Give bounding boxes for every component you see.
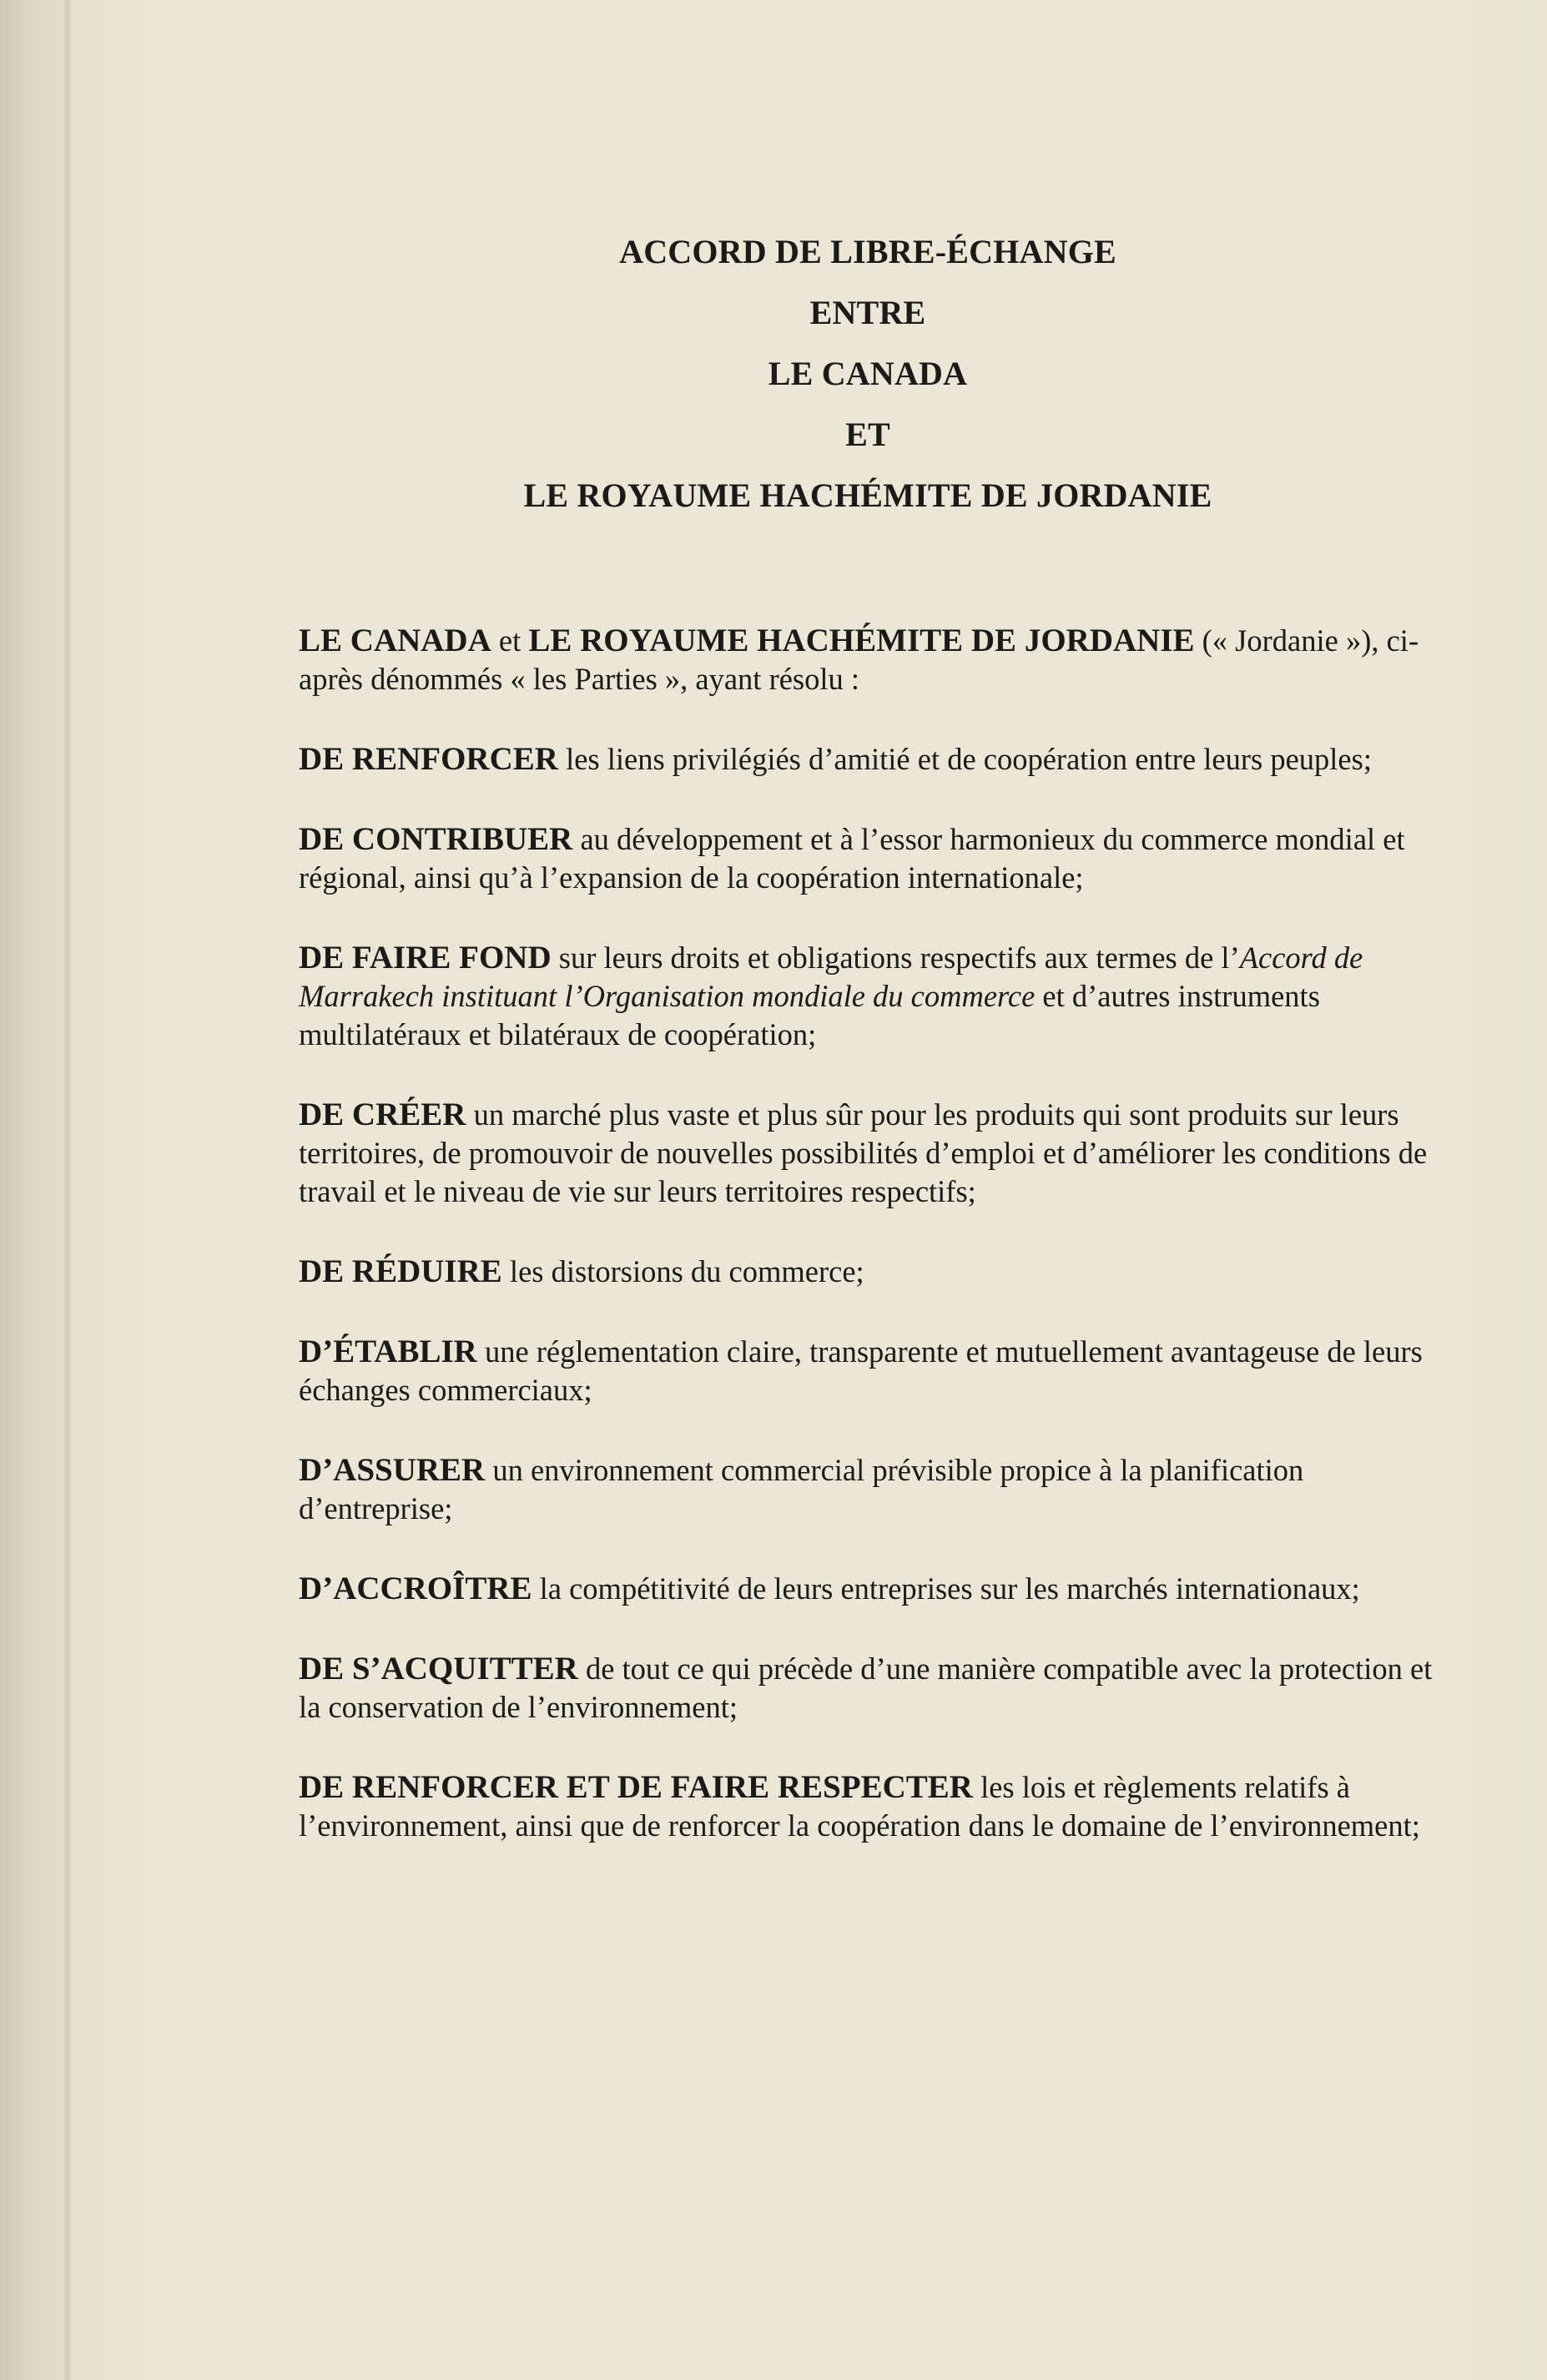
resolution-text: de tout ce qui précède d’une manière compatible avec la protection et la conservation de l’environnement; [299, 1651, 1433, 1724]
preamble-paragraph [299, 622, 1450, 698]
resolution-keyword: DE CONTRIBUER [299, 821, 573, 857]
preamble-party-2: LE ROYAUME HACHÉMITE DE JORDANIE [528, 623, 1195, 658]
resolution-keyword: D’ACCROÎTRE [299, 1571, 532, 1606]
resolution-paragraph [299, 740, 1450, 779]
resolution-keyword: DE RÉDUIRE [299, 1253, 502, 1289]
resolution-keyword: DE CRÉER [299, 1097, 466, 1132]
resolution-keyword: DE FAIRE FOND [299, 940, 552, 976]
resolution-text: sur leurs droits et obligations respectifs aux termes de l’ [551, 940, 1240, 975]
resolution-paragraph [299, 820, 1450, 897]
resolution-text: un environnement commercial prévisible propice à la planification d’entreprise; [299, 1453, 1304, 1525]
resolution-text-continued: et d’autres instruments multilatéraux et bilatéraux de coopération; [299, 979, 1320, 1051]
title-line: LE CANADA [768, 355, 968, 392]
preamble-party-1: LE CANADA [299, 623, 491, 658]
resolution-text: les liens privilégiés d’amitié et de coopération entre leurs peuples; [557, 742, 1372, 776]
agreement-title-italic: Accord de Marrakech instituant l’Organisation mondiale du commerce [299, 940, 1363, 1013]
resolution-text: la compétitivité de leurs entreprises sur les marchés internationaux; [532, 1571, 1360, 1606]
resolution-keyword: DE S’ACQUITTER [299, 1651, 578, 1687]
resolution-text: les distorsions du commerce; [501, 1254, 864, 1288]
resolution-keyword: DE RENFORCER ET DE FAIRE RESPECTER [299, 1769, 973, 1805]
resolution-paragraph [299, 1451, 1450, 1528]
resolution-text: les lois et règlements relatifs à l’environnement, ainsi que de renforcer la coopération dans le domaine de l’environnement; [299, 1770, 1420, 1843]
resolution-text: une réglementation claire, transparente et mutuellement avantageuse de leurs échanges commerciaux; [299, 1334, 1423, 1407]
title-line: ET [845, 416, 890, 453]
document-title [0, 232, 1547, 537]
title-line: ENTRE [809, 294, 926, 331]
title-line: LE ROYAUME HACHÉMITE DE JORDANIE [523, 477, 1212, 514]
resolution-paragraph [299, 1096, 1450, 1211]
resolution-paragraph [299, 1333, 1450, 1409]
title-line: ACCORD DE LIBRE-ÉCHANGE [619, 233, 1116, 270]
resolution-paragraph [299, 1253, 1450, 1291]
resolution-paragraph [299, 1768, 1450, 1845]
resolution-keyword: DE RENFORCER [299, 741, 558, 777]
document-body [299, 622, 1450, 1887]
preamble-text: (« Jordanie »), ci-après dénommés « les Parties », ayant résolu : [299, 623, 1419, 696]
resolution-paragraph [299, 939, 1450, 1054]
resolution-keyword: D’ÉTABLIR [299, 1334, 477, 1369]
resolution-text: un marché plus vaste et plus sûr pour les produits qui sont produits sur leurs territoires, de promouvoir de nouvelles possibilités d’emploi et d’améliorer les conditions de travail et le niveau de vie sur leurs territoires respectifs; [299, 1097, 1428, 1208]
resolution-keyword: D’ASSURER [299, 1452, 486, 1488]
preamble-connector: et [491, 623, 529, 658]
resolution-paragraph [299, 1570, 1450, 1608]
resolution-text: au développement et à l’essor harmonieux du commerce mondial et régional, ainsi qu’à l’expansion de la coopération internationale; [299, 822, 1405, 895]
resolution-paragraph [299, 1650, 1450, 1727]
